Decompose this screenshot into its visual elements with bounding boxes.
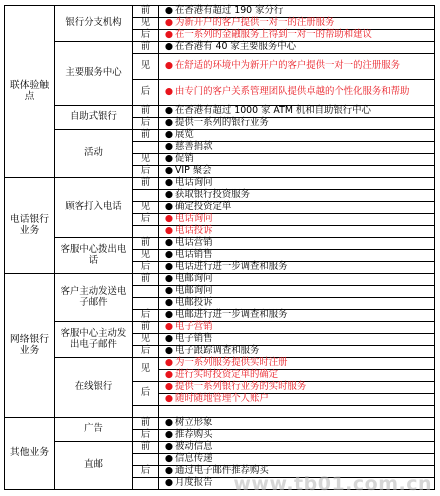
category-cell: 其他业务 (5, 418, 55, 490)
service-item-cell (159, 370, 435, 382)
table-row (5, 106, 435, 118)
bullet-icon: ● (164, 381, 174, 393)
stage-cell (133, 298, 159, 310)
category-cell: 联体验触点 (5, 6, 55, 178)
stage-cell: 见 (133, 358, 159, 382)
service-item-text: 为新开户的客户提供一对一的注册服务 (175, 17, 335, 29)
table-row (5, 418, 435, 430)
channel-cell: 在线银行 (55, 358, 133, 418)
service-item-cell (159, 190, 435, 202)
service-item-text: 电话营销 (175, 237, 213, 249)
channel-cell: 主要服务中心 (55, 42, 133, 106)
service-item-text: 电子跟踪调查和服务 (175, 345, 260, 357)
bullet-icon: ● (164, 86, 174, 98)
service-item-text: 提供一系列的银行业务 (175, 117, 269, 129)
stage-cell: 前 (133, 42, 159, 54)
service-item-text: 电话询问 (175, 177, 213, 189)
channel-cell: 客服中心主动发出电子邮件 (55, 322, 133, 358)
stage-cell: 见 (133, 54, 159, 80)
service-item-cell (159, 322, 435, 334)
service-item-text: 在香港有超过 190 家分行 (175, 5, 284, 17)
service-item-cell (159, 6, 435, 18)
service-item-cell (159, 406, 435, 418)
stage-cell: 前 (133, 130, 159, 142)
service-item-text: 在香港有 40 家主要服务中心 (175, 41, 297, 53)
bullet-icon: ● (164, 249, 174, 261)
stage-cell: 后 (133, 214, 159, 226)
service-item-cell (159, 166, 435, 178)
bullet-icon: ● (164, 465, 174, 477)
service-item-text: 进行实时投资定单的确定 (175, 369, 279, 381)
stage-cell: 后 (133, 30, 159, 42)
service-item-text: 提供一系列银行业务的实时服务 (175, 381, 307, 393)
service-item-cell (159, 274, 435, 286)
bullet-icon: ● (164, 309, 174, 321)
stage-cell: 后 (133, 262, 159, 274)
service-item-text: 月度报告 (175, 477, 213, 489)
bullet-icon: ● (164, 345, 174, 357)
service-item-cell (159, 262, 435, 274)
bullet-icon: ● (164, 285, 174, 297)
channel-cell: 顾客打入电话 (55, 178, 133, 238)
service-item-text: 由专门的客户关系管理团队提供卓越的个性化服务和帮助 (175, 86, 410, 98)
bullet-icon: ● (164, 441, 174, 453)
service-item-cell (159, 442, 435, 454)
service-item-cell (159, 334, 435, 346)
service-item-text: 电话销售 (175, 249, 213, 261)
bullet-icon: ● (164, 477, 174, 489)
service-item-cell (159, 214, 435, 226)
service-item-cell (159, 454, 435, 466)
bullet-icon: ● (164, 201, 174, 213)
bullet-icon: ● (164, 153, 174, 165)
service-item-text: 信息传递 (175, 453, 213, 465)
stage-cell: 后 (133, 118, 159, 130)
channel-cell: 银行分支机构 (55, 6, 133, 42)
bullet-icon: ● (164, 417, 174, 429)
service-item-text: 慈善捐款 (175, 141, 213, 153)
bullet-icon: ● (164, 177, 174, 189)
category-cell: 电话银行业务 (5, 178, 55, 274)
service-item-cell (159, 430, 435, 442)
stage-cell: 见 (133, 202, 159, 214)
service-item-text: 通过电子邮件推荐购买 (175, 465, 269, 477)
table-row (5, 6, 435, 18)
service-item-cell (159, 226, 435, 238)
service-item-text: 电子销售 (175, 333, 213, 345)
service-item-cell (159, 42, 435, 54)
service-item-cell (159, 80, 435, 106)
service-item-text: 随时随地管理个人账户 (175, 393, 269, 405)
service-item-text: 电邮投诉 (175, 297, 213, 309)
service-item-text: 在香港有超过 1000 家 ATM 机和自助银行中心 (175, 105, 371, 117)
stage-cell: 后 (133, 466, 159, 478)
stage-cell: 前 (133, 442, 159, 454)
service-item-cell (159, 118, 435, 130)
bullet-icon: ● (164, 29, 174, 41)
service-item-text: 在一系列的金融服务上得到一对一的帮助和建议 (175, 29, 372, 41)
bullet-icon: ● (164, 129, 174, 141)
stage-cell: 见 (133, 18, 159, 30)
stage-cell (133, 226, 159, 238)
stage-cell: 前 (133, 238, 159, 250)
bullet-icon: ● (164, 357, 174, 369)
stage-cell (133, 142, 159, 154)
bullet-icon: ● (164, 369, 174, 381)
service-item-cell (159, 286, 435, 298)
service-item-cell (159, 346, 435, 358)
service-item-cell (159, 18, 435, 30)
bullet-icon: ● (164, 273, 174, 285)
stage-cell: 后 (133, 346, 159, 358)
stage-cell: 前 (133, 418, 159, 430)
bullet-icon: ● (164, 165, 174, 177)
bullet-icon: ● (164, 5, 174, 17)
channel-cell: 自助式银行 (55, 106, 133, 130)
channel-cell: 客服中心拨出电话 (55, 238, 133, 274)
service-item-cell (159, 298, 435, 310)
service-item-text: 电邮询问 (175, 273, 213, 285)
bullet-icon: ● (164, 297, 174, 309)
service-item-cell (159, 394, 435, 406)
bullet-icon: ● (164, 189, 174, 201)
service-item-text: 确定投资定单 (175, 201, 232, 213)
service-item-cell (159, 310, 435, 322)
bullet-icon: ● (164, 60, 174, 72)
bullet-icon: ● (164, 225, 174, 237)
service-item-cell (159, 54, 435, 80)
table-row (5, 42, 435, 54)
stage-cell: 前 (133, 6, 159, 18)
table-row (5, 130, 435, 142)
service-item-text: 电话询问 (175, 213, 213, 225)
channel-cell: 客户主动发送电子邮件 (55, 274, 133, 322)
stage-cell: 前 (133, 322, 159, 334)
service-item-cell (159, 142, 435, 154)
table-row (5, 274, 435, 286)
service-item-cell (159, 130, 435, 142)
stage-cell: 前 (133, 106, 159, 118)
bullet-icon: ● (164, 333, 174, 345)
table-row (5, 238, 435, 250)
service-item-text: VIP 聚会 (175, 165, 212, 177)
stage-cell: 前 (133, 178, 159, 190)
service-item-text: 展览 (175, 129, 194, 141)
service-item-cell (159, 30, 435, 42)
stage-cell (133, 406, 159, 418)
service-item-text: 树立形象 (175, 417, 213, 429)
bullet-icon: ● (164, 261, 174, 273)
stage-cell: 后 (133, 80, 159, 106)
bullet-icon: ● (164, 393, 174, 405)
bullet-icon: ● (164, 237, 174, 249)
stage-cell: 前 (133, 274, 159, 286)
service-item-cell (159, 238, 435, 250)
channel-cell: 直邮 (55, 442, 133, 490)
service-item-text: 推荐购买 (175, 429, 213, 441)
bullet-icon: ● (164, 321, 174, 333)
stage-cell: 后 (133, 310, 159, 322)
service-item-text: 被动信息 (175, 441, 213, 453)
stage-cell (133, 286, 159, 298)
table-row (5, 178, 435, 190)
service-item-cell (159, 154, 435, 166)
channel-cell: 活动 (55, 130, 133, 178)
service-item-cell (159, 178, 435, 190)
bullet-icon: ● (164, 141, 174, 153)
bullet-icon: ● (164, 453, 174, 465)
service-item-cell (159, 202, 435, 214)
stage-cell (133, 478, 159, 490)
touchpoint-table (4, 5, 435, 490)
service-item-text: 电邮进行进一步调查和服务 (175, 309, 288, 321)
service-item-text: 为一系列服务提供实时注册 (175, 357, 288, 369)
stage-cell: 见 (133, 250, 159, 262)
bullet-icon: ● (164, 117, 174, 129)
category-cell: 网络银行业务 (5, 274, 55, 418)
watermark: www.tb01.com.cn (233, 473, 432, 495)
stage-cell: 后 (133, 430, 159, 442)
bullet-icon: ● (164, 41, 174, 53)
service-item-cell (159, 106, 435, 118)
service-item-text: 获取银行投资服务 (175, 189, 251, 201)
bullet-icon: ● (164, 213, 174, 225)
stage-cell (133, 454, 159, 466)
stage-cell: 见 (133, 154, 159, 166)
channel-cell: 广告 (55, 418, 133, 442)
service-item-cell (159, 358, 435, 370)
bullet-icon: ● (164, 105, 174, 117)
bullet-icon: ● (164, 429, 174, 441)
table-row (5, 358, 435, 370)
service-item-text: 电子营销 (175, 321, 213, 333)
service-item-text: 促销 (175, 153, 194, 165)
service-item-cell (159, 250, 435, 262)
bullet-icon: ● (164, 17, 174, 29)
table-row (5, 322, 435, 334)
stage-cell: 后 (133, 382, 159, 406)
stage-cell: 后 (133, 166, 159, 178)
service-item-text: 电邮询问 (175, 285, 213, 297)
service-item-text: 电话进行进一步调查和服务 (175, 261, 288, 273)
service-item-cell (159, 418, 435, 430)
service-item-text: 电话投诉 (175, 225, 213, 237)
table-row (5, 442, 435, 454)
stage-cell (133, 190, 159, 202)
stage-cell: 见 (133, 334, 159, 346)
service-item-text: 在舒适的环境中为新开户的客户提供一对一的注册服务 (175, 60, 401, 72)
service-item-cell (159, 382, 435, 394)
